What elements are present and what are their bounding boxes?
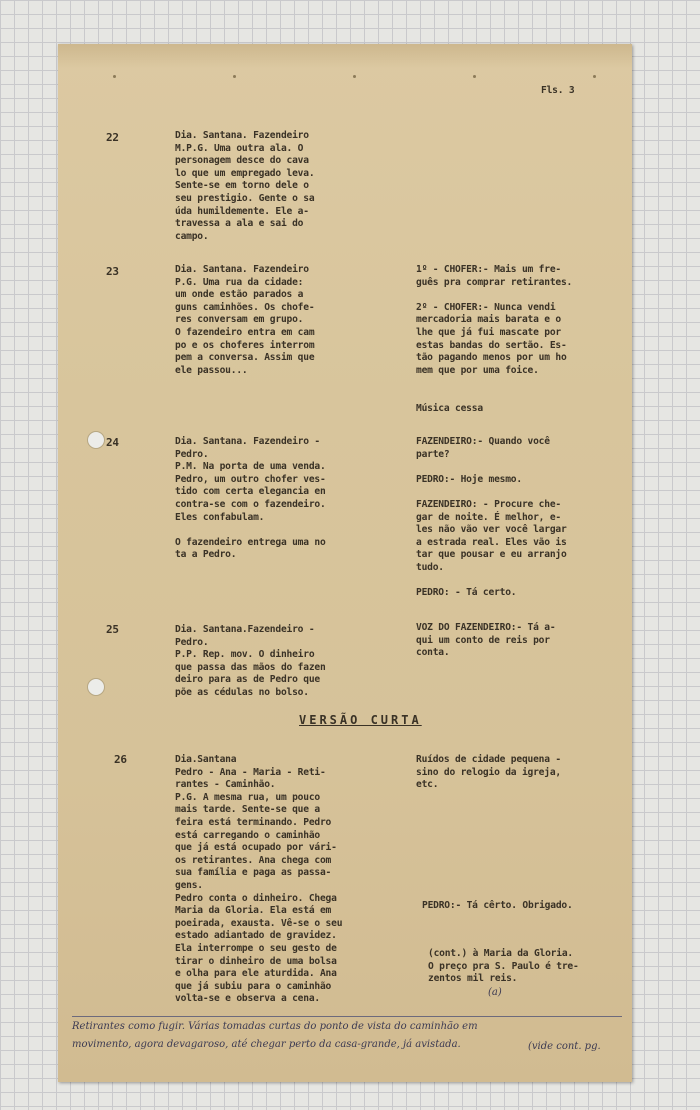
scene-dialogue: FAZENDEIRO:- Quando você parte? PEDRO:- Hoje mesmo. FAZENDEIRO: - Procure che- gar de noite. É melhor, e- les não vão ver você largar a estrada real. Eles vão is tar que pousar e eu arranjo tudo. PEDRO: - Tá certo. [416,436,567,599]
punch-hole [87,678,105,696]
scene-description: Dia. Santana.Fazendeiro - Pedro. P.P. Rep. mov. O dinheiro que passa das mãos do fazen deiro para as de Pedro que põe as cédulas no bolso. [175,624,326,698]
scene-dialogue: Ruídos de cidade pequena - sino do relogio da igreja, etc. [416,754,561,791]
scene-number: 23 [106,265,119,278]
handwritten-note: Retirantes como fugir. Várias tomadas curtas do ponto de vista do caminhão em movimento, agora devagaroso, até chegar perto da casa-grande, já avistada. [72,1021,478,1050]
scene-dialogue: (cont.) à Maria da Gloria. O preço pra S. Paulo é tre- zentos mil reis. [428,948,579,985]
tack-mark [593,75,596,78]
scene-dialogue: PEDRO:- Tá cêrto. Obrigado. [422,900,573,911]
scene-number: 22 [106,131,119,144]
scene-number: 26 [114,753,127,766]
handwritten-mark: (a) [488,987,502,998]
tack-mark [233,75,236,78]
punch-hole [87,431,105,449]
scene-dialogue: 1º - CHOFER:- Mais um fre- guês pra comprar retirantes. 2º - CHOFER:- Nunca vendi mercadoria mais barata e o lhe que já fui mascate por estas bandas do sertão. Es- tão pagando menos por um ho mem que por uma foice. Música cessa [416,264,573,414]
scene-description: Dia. Santana. Fazendeiro P.G. Uma rua da cidade: um onde estão parados a guns caminhões. Os chofe- res conversam em grupo. O fazendeiro entra em cam po e os choferes interrom pem a conversa. Assim que ele passou... [175,264,315,376]
tack-mark [353,75,356,78]
page-number: Fls. 3 [541,85,575,96]
section-title: VERSÃO CURTA [299,713,422,727]
script-page [58,44,632,1082]
scene-dialogue: VOZ DO FAZENDEIRO:- Tá a- qui um conto de reis por conta. [416,622,556,659]
scene-description: Dia. Santana. Fazendeiro M.P.G. Uma outra ala. O personagem desce do cava lo que um empregado leva. Sente-se em torno dele o seu prestigio. Gente o sa úda humildemente. Ele a- travessa a ala e sai do campo. [175,130,315,242]
scene-description: Dia.Santana Pedro - Ana - Maria - Reti- rantes - Caminhão. P.G. A mesma rua, um pouco mais tarde. Sente-se que a feira está terminando. Pedro está carregando o caminhão que já está ocupado por vári- os retirantes. Ana chega com sua família e paga as passa- gens. Pedro conta o dinheiro. Chega Maria da Gloria. Ela está em poeirada, exausta. Vê-se o seu estado adiantado de gravidez. Ela interrompe o seu gesto de tirar o dinheiro de uma bolsa e olha para ele aturdida. Ana que já subiu para o caminhão volta-se e observa a cena. [175,754,343,1005]
scene-number: 24 [106,436,119,449]
scene-number: 25 [106,623,119,636]
scene-description: Dia. Santana. Fazendeiro - Pedro. P.M. Na porta de uma venda. Pedro, um outro chofer ves- tido com certa elegancia en contra-se com o fazendeiro. Eles confabulam. O fazendeiro entrega uma no ta a Pedro. [175,436,326,561]
handwriting-rule [72,1016,622,1017]
tack-mark [113,75,116,78]
tack-mark [473,75,476,78]
handwritten-continuation: (vide cont. pg. [528,1041,601,1052]
